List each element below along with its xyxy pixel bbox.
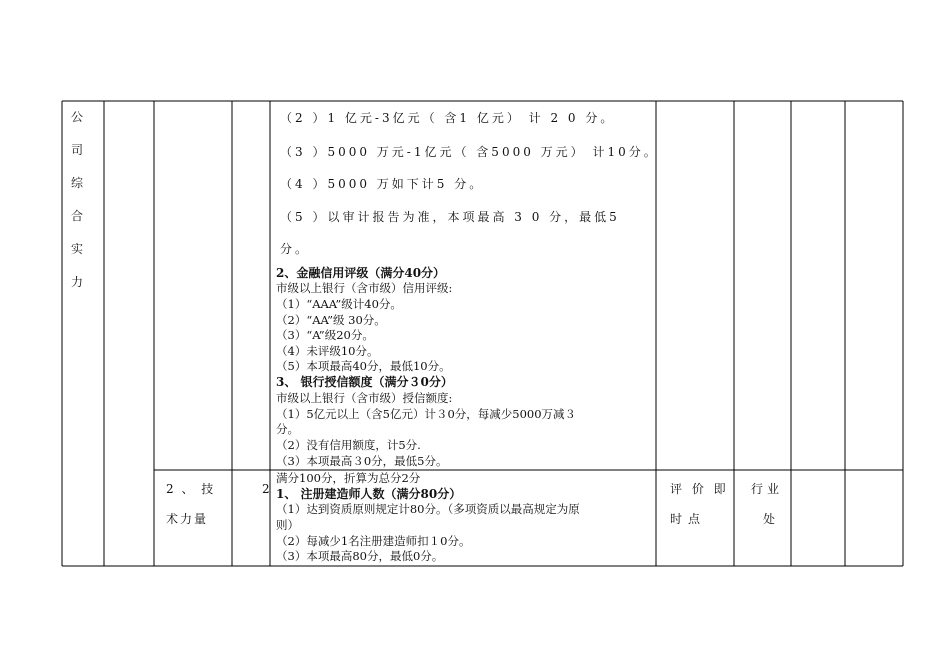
score-summary: 满分100分，折算为总分2分 xyxy=(276,471,421,485)
subcategory-label: 术力量 xyxy=(166,512,209,526)
evaluation-time-label: 时点 xyxy=(670,512,707,526)
category-char: 公 xyxy=(70,110,83,124)
criteria-line: （4）未评级10分。 xyxy=(276,344,379,358)
category-char: 实 xyxy=(70,242,83,256)
criteria-line: （2 ）1 亿元-3亿元（ 含1 亿元） 计 2 0 分。 xyxy=(280,111,616,125)
category-char: 力 xyxy=(70,275,83,289)
criteria-line: 分。 xyxy=(276,422,299,436)
section-heading-credit-rating: 2、金融信用评级（满分40分） xyxy=(276,266,446,280)
criteria-line: （5）本项最高40分，最低10分。 xyxy=(276,359,451,373)
department-label: 行业 xyxy=(751,482,784,496)
weight-value: 2 xyxy=(262,482,270,496)
criteria-line: （1）达到资质原则规定计80分。（多项资质以最高规定为原 xyxy=(276,502,580,516)
category-char: 司 xyxy=(70,143,83,157)
section-heading-bank-credit: 3、 银行授信额度（满分３0分） xyxy=(276,375,453,389)
criteria-line: （3）本项最高３0分，最低5分。 xyxy=(276,454,448,468)
criteria-line: （3）“A”级20分。 xyxy=(276,328,374,342)
criteria-line: （3 ）5000 万元-1亿元（ 含5000 万元） 计10分。 xyxy=(280,145,659,159)
criteria-line: （3）本项最高80分，最低0分。 xyxy=(276,549,444,563)
criteria-line: （2）每减少1名注册建造师扣１0分。 xyxy=(276,534,471,548)
category-char: 综 xyxy=(70,176,83,190)
criteria-line: （2）“AA”级 30分。 xyxy=(276,313,386,327)
criteria-line: （4 ）5000 万如下计5 分。 xyxy=(280,177,485,191)
subcategory-label: 2 、 技 xyxy=(166,482,216,496)
criteria-line: （2）没有信用额度，计5分. xyxy=(276,438,421,452)
evaluation-time-label: 评 价 即 xyxy=(670,482,729,496)
criteria-line: （1）5亿元以上（含5亿元）计３0分，每减少5000万减３ xyxy=(276,407,577,421)
section-heading-builders: 1、 注册建造师人数（满分80分） xyxy=(276,487,462,501)
criteria-line: 市级以上银行（含市级）信用评级: xyxy=(276,281,453,295)
category-char: 合 xyxy=(70,209,83,223)
criteria-line: （1）“AAA”级计40分。 xyxy=(276,297,402,311)
department-label: 处 xyxy=(763,512,776,526)
criteria-line: （5 ）以审计报告为准，本项最高 3 0 分，最低5 xyxy=(280,210,620,224)
criteria-line: 分。 xyxy=(280,242,311,256)
criteria-line: 则） xyxy=(276,518,299,532)
criteria-line: 市级以上银行（含市级）授信额度: xyxy=(276,391,453,405)
category-label-vertical xyxy=(62,101,92,299)
